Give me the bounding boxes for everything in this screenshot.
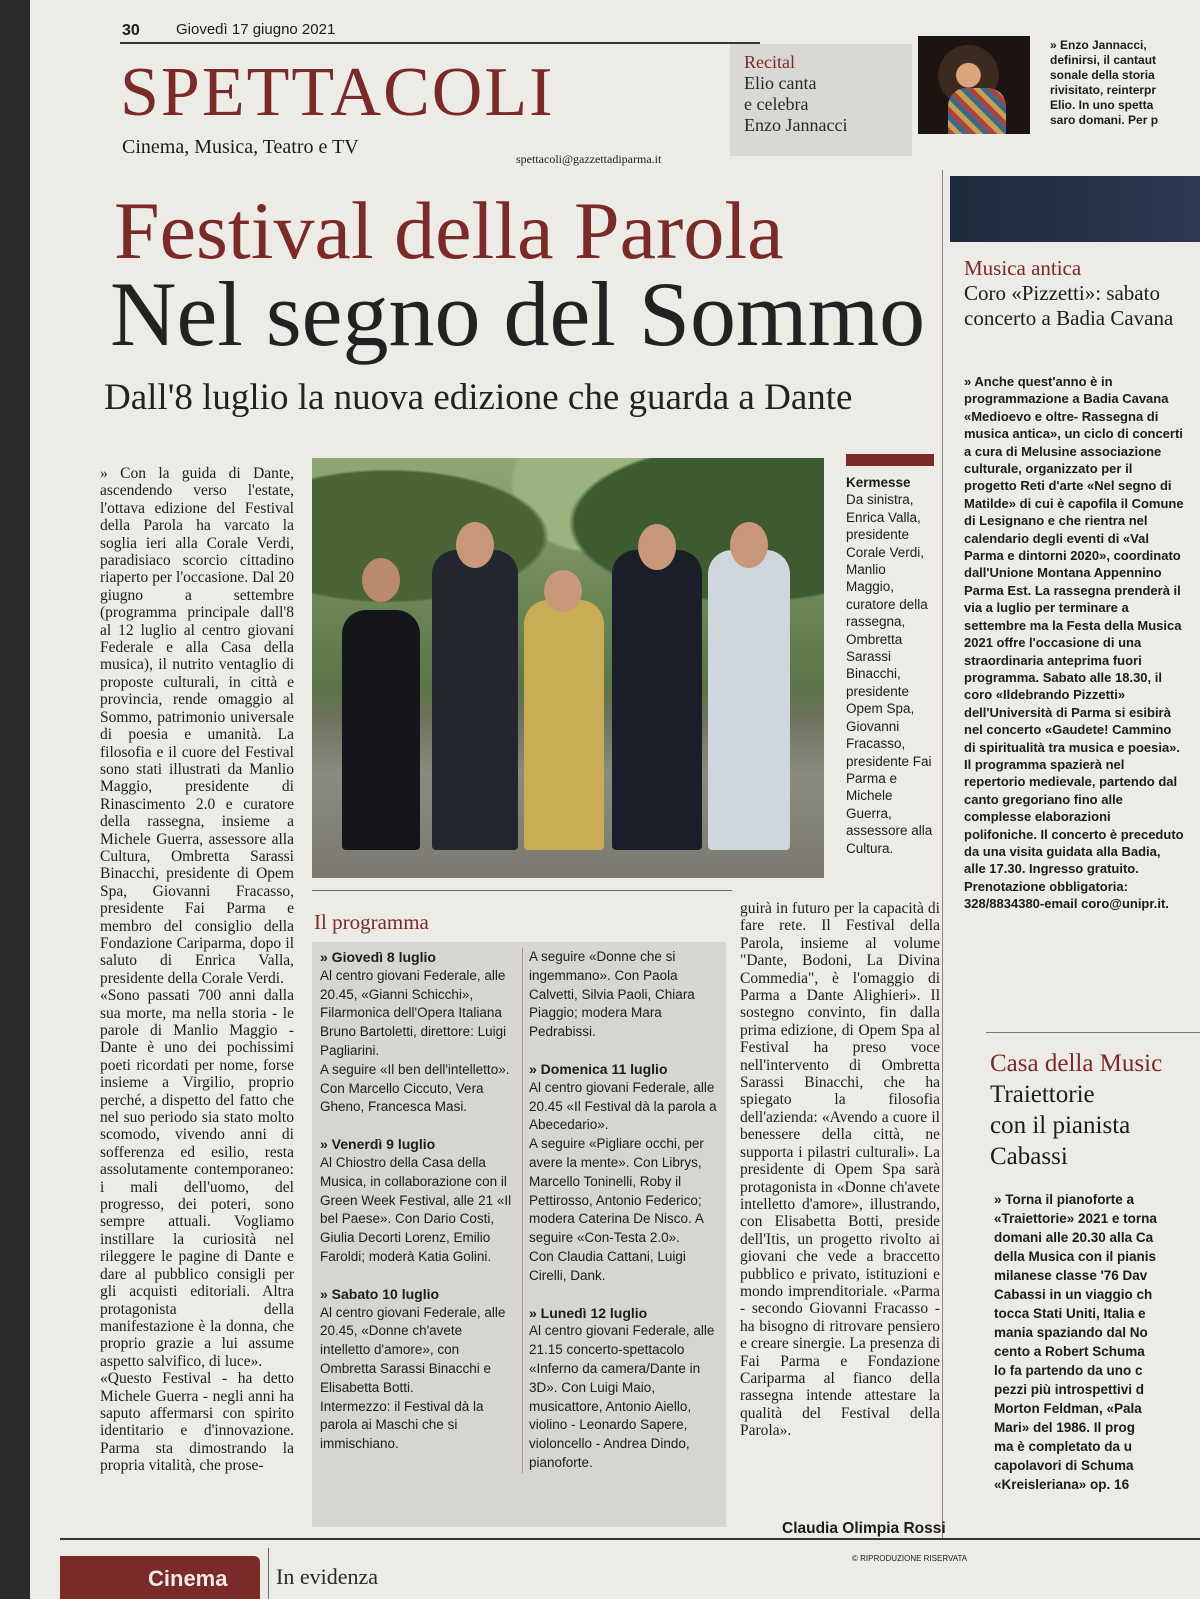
recital-photo — [918, 36, 1030, 134]
sidebar-rule — [986, 1032, 1200, 1033]
teaser-line: Enzo Jannacci — [744, 115, 848, 135]
teaser-text-line: definirsi, il cantaut — [1050, 53, 1157, 67]
person-figure — [342, 610, 420, 850]
teaser-line: e celebra — [744, 94, 809, 114]
programma-item: A seguire «Pigliare occhi, per avere la mente». Con Librys, Marcello Toninelli, Roby il Pettirosso, Antonio Federico; modera Caterina De Nisco. A seguire «Con-Testa 2.0». — [529, 1136, 704, 1246]
page-date: Giovedì 17 giugno 2021 — [176, 21, 336, 38]
article-paragraph: «Questo Festival - ha detto Michele Guerra - negli anni ha saputo affermarsi con spirito identitario e d'innovazione. Parma sta dimostrando la propria vitalità, che prose- — [100, 1370, 294, 1475]
programma-item: Intermezzo: il Festival dà la parola ai Maschi che si immischiano. — [320, 1398, 484, 1452]
sidebar2-title-line: Cabassi — [990, 1143, 1068, 1170]
teaser-line: Elio canta — [744, 73, 817, 93]
teaser-text-line: sonale della storia — [1050, 68, 1155, 82]
section-subtitle: Cinema, Musica, Teatro e TV — [122, 136, 359, 158]
sidebar2-line: domani alle 20.30 alla Ca — [994, 1230, 1154, 1245]
sidebar2-line: lo fa partendo da uno c — [994, 1363, 1143, 1378]
photo-caption — [846, 454, 936, 857]
column-divider — [942, 170, 943, 1540]
byline: Claudia Olimpia Rossi — [782, 1520, 946, 1537]
sidebar2-title-line: con il pianista — [990, 1112, 1131, 1139]
article-column-3: guirà in futuro per la capacità di fare rete. Il Festival della Parola, insieme al volume "Dante, Bodoni, La Divina Commedia", è l'omaggio di Parma a Dante Alighieri». Il sostegno convinto, fin dalla prima edizione, di Opem Spa al Festival ha preso voce nell'intervento di Ombretta Sarassi Binacchi, che ha spiegato la filosofia dell'azienda: «Avendo a cuore il benessere della città, ne supporta i pilastri culturali». La presidente di Opem Spa sarà protagonista in «Donne ch'avete intelletto d'amore», illustrando, con Elisabetta Botti, preside dell'Itis, un progetto rivolto ai giovani che vede a braccetto pubblico e privato, istituzioni e mondo imprenditoriale. «Parma - secondo Giovanni Fracasso - ha bisogno di ritrovare pensiero e creare sinergie. La presenza di Fai Parma e Fondazione Cariparma al fianco della rassegna intende attestare la qualità del Festival della Parola». — [740, 900, 940, 1440]
footer-divider — [268, 1548, 269, 1599]
programma-item: A seguire «Il ben dell'intelletto». Con Marcello Ciccuto, Vera Gheno, Francesca Masi. — [320, 1061, 510, 1115]
sidebar1-title: Coro «Pizzetti»: sabato concerto a Badia Cavana — [964, 281, 1174, 330]
person-figure — [432, 550, 518, 850]
footer-rule — [60, 1538, 1200, 1540]
header-rule — [120, 42, 760, 44]
sidebar2-line: capolavori di Schuma — [994, 1458, 1134, 1473]
sidebar2-body — [994, 1190, 1200, 1494]
programma-item: A seguire «Donne che si ingemmano». Con Paola Calvetti, Silvia Paoli, Chiara Piaggio; modera Mara Pedrabissi. — [529, 949, 695, 1040]
headline-kicker: Festival della Parola — [114, 185, 784, 276]
programma-item: Al centro giovani Federale, alle 20.45 «Il Festival dà la parola a Abecedario». — [529, 1079, 717, 1133]
sidebar2-line: Mari» del 1986. Il prog — [994, 1420, 1136, 1435]
programma-column-a — [320, 948, 516, 1454]
programma-item: Al Chiostro della Casa della Musica, in collaborazione con il Green Week Festival, alle 21 «Il bel Paese». Con Dario Costi, Giulia Decorti Lorenz, Emilio Faroldi; moderà Katia Golini. — [320, 1154, 512, 1264]
programma-item: Al centro giovani Federale, alle 21.15 concerto-spettacolo «Inferno da camera/Dante in 3D». Con Luigi Maio, musicattore, Antonio Aiello, violino - Leonardo Sapere, violoncello - Andrea Dindo, pianoforte. — [529, 1323, 715, 1470]
caption-bar — [846, 454, 934, 466]
group-photo — [312, 458, 824, 878]
sidebar2-line: pezzi più introspettivi d — [994, 1382, 1145, 1397]
sidebar2-line: «Kreisleriana» op. 16 — [994, 1477, 1130, 1492]
teaser-text-line: rivisitato, reinterpr — [1050, 83, 1157, 97]
sidebar1-heading — [964, 256, 1174, 331]
article-column-1 — [100, 465, 294, 1475]
recital-teaser — [730, 44, 912, 156]
sidebar2-line: mania spaziando dal No — [994, 1325, 1148, 1340]
teaser-text — [1050, 38, 1200, 128]
programma-day: » Venerdì 9 luglio — [320, 1136, 436, 1153]
sidebar2-heading — [990, 1048, 1200, 1172]
headline: Nel segno del Sommo — [110, 263, 926, 365]
sidebar2-line: Morton Feldman, «Pala — [994, 1401, 1142, 1416]
person-figure — [612, 550, 702, 850]
programma-item: Al centro giovani Federale, alle 20.45, «Gianni Schicchi», Filarmonica dell'Opera Italiana Bruno Bartoletti, direttore: Luigi Pagliarini. — [320, 967, 507, 1058]
sidebar2-line: Cabassi in un viaggio ch — [994, 1287, 1153, 1302]
sidebar2-line: » Torna il pianoforte a — [994, 1192, 1135, 1207]
sidebar2-title-line: Traiettorie — [990, 1081, 1095, 1108]
headline-subtitle: Dall'8 luglio la nuova edizione che guarda a Dante — [104, 377, 853, 418]
programma-day: » Domenica 11 luglio — [529, 1060, 668, 1077]
newspaper-page — [30, 0, 1200, 1599]
sidebar1-body: » Anche quest'anno è in programmazione a Badia Cavana «Medioevo e oltre- Rassegna di musica antica», un ciclo di concerti a cura di Melusine associazione culturale, organizzato per il progetto Reti d'arte «Nel segno di Matilde» di cui è capofila il Comune di Lesignano e che rientra nel calendario degli eventi di «Val Parma e dintorni 2020», coordinato dall'Unione Montana Appennino Parma Est. La rassegna prenderà il via a luglio per terminare a settembre ma la Festa della Musica 2021 offre l'occasione di una straordinaria anteprima fuori programma. Sabato alle 18.30, il coro «Ildebrando Pizzetti» dell'Università di Parma si esibirà nel concerto «Gaudete! Cammino di spiritualità tra musica e poesia». Il programma spazierà nel repertorio medievale, partendo dal canto gregoriano fino alle complesse elaborazioni polifoniche. Il concerto è preceduto da una visita guidata alla Badia, alle 17.30. Ingresso gratuito. Prenotazione obbligatoria: 328/8834380-email coro@unipr.it. — [964, 374, 1184, 912]
sidebar2-line: della Musica con il pianis — [994, 1249, 1157, 1264]
programma-rule — [312, 890, 732, 891]
sidebar2-line: milanese classe '76 Dav — [994, 1268, 1148, 1283]
caption-kicker: Kermesse — [846, 475, 911, 490]
person-figure — [708, 550, 790, 850]
programma-day: » Giovedì 8 luglio — [320, 949, 436, 965]
sidebar2-line: tocca Stati Uniti, Italia e — [994, 1306, 1146, 1321]
sidebar2-line: ma è completato da u — [994, 1439, 1133, 1454]
teaser-text-line: Elio. In uno spetta — [1050, 98, 1154, 112]
programma-day: » Sabato 10 luglio — [320, 1285, 440, 1302]
programma-item: Al centro giovani Federale, alle 20.45, «Donne ch'avete intelletto d'amore», con Ombretta Sarassi Binacchi e Elisabetta Botti. — [320, 1304, 506, 1395]
section-email: spettacoli@gazzettadiparma.it — [516, 152, 662, 166]
person-figure — [524, 600, 604, 850]
programma-title: Il programma — [314, 910, 429, 934]
caption-text: Da sinistra, Enrica Valla, presidente Corale Verdi, Manlio Maggio, curatore della rassegna, Ombretta Sarassi Binacchi, presidente Opem Spa, Giovanni Fracasso, presidente Fai Parma e Michele Guerra, assessore alla Cultura. — [846, 492, 933, 856]
section-title: SPETTACOLI — [120, 54, 555, 131]
sidebar-banner — [950, 176, 1200, 242]
sidebar1-kicker: Musica antica — [964, 256, 1082, 280]
programma-column-b — [522, 948, 722, 1473]
cinema-tab: Cinema — [60, 1556, 260, 1599]
page-number: 30 — [122, 22, 140, 39]
article-paragraph: «Sono passati 700 anni dalla sua morte, ma nella storia - le parole di Manlio Maggio - Dante è uno dei pochissimi poeti ricordati per nome, forse insieme a Virgilio, proprio perché, a dispetto del fatto che nel suo periodo sia stato molto scomodo, vivendo anni di sofferenza ed esilio, resta assolutamente contemporaneo: i mali dell'uomo, del progresso, dei poteri, sono sempre attuali. Vogliamo instillare la curiosità nel rileggere le pagine di Dante e dare al pubblico consigli per gli acquisti editoriali. Altra protagonista della manifestazione è la donna, che proprio grazie a lui assume aspetto salvifico, di luce». — [100, 987, 294, 1370]
sidebar2-line: cento a Robert Schuma — [994, 1344, 1145, 1359]
teaser-text-line: saro domani. Per p — [1050, 113, 1159, 127]
programma-item: Con Claudia Cattani, Luigi Cirelli, Dank. — [529, 1248, 686, 1283]
evidenza-heading: In evidenza — [276, 1564, 378, 1589]
programma-day: » Lunedì 12 luglio — [529, 1304, 648, 1321]
teaser-text-line: » Enzo Jannacci, — [1050, 38, 1147, 52]
teaser-kicker: Recital — [744, 52, 795, 72]
sidebar2-kicker: Casa della Music — [990, 1050, 1163, 1077]
sidebar2-line: «Traiettorie» 2021 e torna — [994, 1211, 1157, 1226]
rights-notice: © RIPRODUZIONE RISERVATA — [852, 1554, 968, 1563]
article-paragraph: » Con la guida di Dante, ascendendo verso l'estate, l'ottava edizione del Festival della Parola ha varcato la soglia ieri alla Corale Verdi, paradisiaco scorcio cittadino riaperto per l'occasione. Dal 20 giugno a settembre (programma principale dall'8 al 12 luglio al centro giovani Federale e alla Casa della musica), il nutrito ventaglio di proposte culturali, in città e provincia, rende omaggio al Sommo, patrimonio universale di poesia e umanità. La filosofia e il cuore del Festival sono stati illustrati da Manlio Maggio, presidente di Rinascimento 2.0 e curatore della rassegna, insieme a Michele Guerra, assessore alla Cultura, Ombretta Sarassi Binacchi, presidente di Opem Spa, Giovanni Fracasso, presidente Fai Parma e membro del consiglio della Fondazione Cariparma, dopo il saluto di Enrica Valla, presidente della Corale Verdi. — [100, 465, 294, 987]
